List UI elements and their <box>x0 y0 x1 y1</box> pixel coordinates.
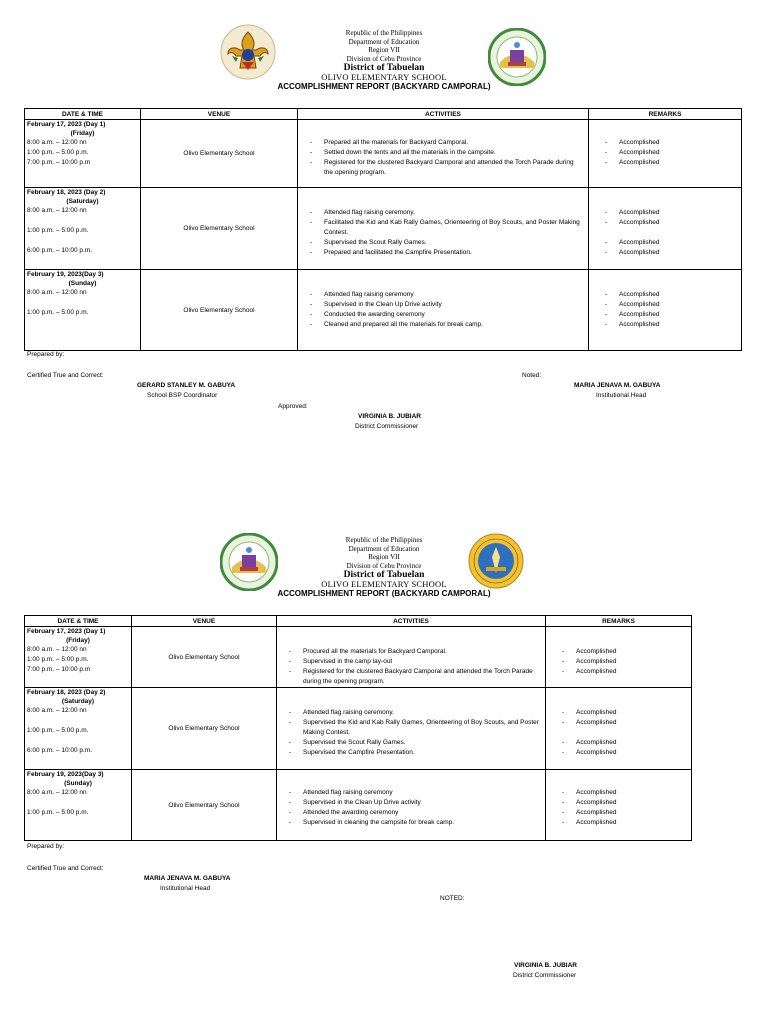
activity-item: - Supervised in the Clean Up Drive activity <box>289 798 541 808</box>
report-header <box>0 536 768 598</box>
time-slot: 1:00 p.m. – 5:00 p.m. <box>27 309 89 316</box>
remark-item: - Accomplished <box>562 657 691 667</box>
date-time-cell <box>25 688 132 770</box>
activity-item: - Prepared all the materials for Backyard Camporal. <box>310 138 584 148</box>
time-slot: 6:00 p.m. – 10:00 p.m. <box>27 747 93 754</box>
time-slot: 8:00 a.m. – 12:00 nn <box>27 789 87 796</box>
day-weekday: (Sunday) <box>68 279 97 287</box>
activity-item: - Supervised the Campfire Presentation. <box>289 748 541 758</box>
day-weekday: (Saturday) <box>66 197 99 205</box>
time-slot: 1:00 p.m. – 5:00 p.m. <box>27 727 89 734</box>
activities-cell <box>277 688 546 770</box>
remark-item: - Accomplished <box>562 788 691 798</box>
col-header-remarks: REMARKS <box>589 109 742 120</box>
activity-item: - Registered for the clustered Backyard Camporal and attended the Torch Parade during the opening program. <box>289 667 541 687</box>
header-district: District of Tabuelan <box>343 570 425 580</box>
activity-item: - Procured all the materials for Backyard Camporal. <box>289 647 541 657</box>
venue-cell: Olivo Elementary School <box>132 688 277 770</box>
time-slot: 1:00 p.m. – 5:00 p.m. <box>27 227 89 234</box>
venue-cell: Olivo Elementary School <box>132 627 277 688</box>
time-slot: 6:00 p.m. – 10:00 p.m. <box>27 247 93 254</box>
header-republic: Republic of the Philippines <box>345 536 423 544</box>
remark-item: - Accomplished <box>562 718 691 728</box>
remark-item: - Accomplished <box>605 148 741 158</box>
head-name: MARIA JENAVA M. GABUYA <box>574 382 661 389</box>
activity-item: - Attended flag raising ceremony <box>289 788 541 798</box>
header-region: Region VII <box>368 46 400 54</box>
remarks-cell <box>546 688 692 770</box>
time-slot: 1:00 p.m. – 5:00 p.m. <box>27 656 89 663</box>
day-date: February 17, 2023 (Day 1) <box>27 121 106 128</box>
noted-label: Noted: <box>522 372 542 379</box>
remark-item: - Accomplished <box>562 808 691 818</box>
time-slot: 8:00 a.m. – 12:00 nn <box>27 707 87 714</box>
report-title: ACCOMPLISHMENT REPORT (BACKYARD CAMPORAL) <box>277 589 491 598</box>
accomplishment-table <box>24 615 692 841</box>
remark-item: - Accomplished <box>605 320 741 330</box>
col-header-date-time: DATE & TIME <box>25 109 141 120</box>
day-date: February 19, 2023(Day 3) <box>27 771 104 778</box>
commissioner-name: VIRGINIA B. JUBIAR <box>358 413 421 420</box>
remark-item: - Accomplished <box>562 647 691 657</box>
activity-item: - Attended flag raising ceremony. <box>310 208 584 218</box>
remark-item: - Accomplished <box>605 290 741 300</box>
activities-cell <box>277 627 546 688</box>
table-row <box>25 627 692 688</box>
activity-item: - Supervised in cleaning the campsite for break camp. <box>289 818 541 828</box>
remarks-cell <box>546 770 692 841</box>
remark-item: - Accomplished <box>605 218 741 228</box>
time-slot: 8:00 a.m. – 12:00 nn <box>27 139 87 146</box>
commissioner-title: District Commissioner <box>513 972 577 979</box>
activity-item: - Supervised the Scout Rally Games. <box>289 738 541 748</box>
remark-item: - Accomplished <box>605 208 741 218</box>
remark-item: - Accomplished <box>562 738 691 748</box>
remark-item: - Accomplished <box>605 238 741 248</box>
activity-item: - Attended flag raising ceremony. <box>289 708 541 718</box>
day-weekday: (Friday) <box>70 129 95 137</box>
day-date: February 18, 2023 (Day 2) <box>27 689 106 696</box>
approved-label: Approved: <box>278 403 308 410</box>
activities-cell <box>277 770 546 841</box>
head-title: Institutional Head <box>596 392 647 399</box>
activity-item: - Supervised the Scout Rally Games. <box>310 238 584 248</box>
activity-item: - Registered for the clustered Backyard Camporal and attended the Torch Parade during the opening program. <box>310 158 584 178</box>
header-school: OLIVO ELEMENTARY SCHOOL <box>321 579 447 589</box>
activity-item: - Conducted the awarding ceremony <box>310 310 584 320</box>
day-date: February 19, 2023(Day 3) <box>27 271 104 278</box>
day-date: February 17, 2023 (Day 1) <box>27 628 106 635</box>
venue-cell: Olivo Elementary School <box>141 120 298 188</box>
header-department: Department of Education <box>348 37 420 46</box>
col-header-venue: VENUE <box>132 616 277 627</box>
day-weekday: (Sunday) <box>64 779 92 787</box>
activity-item: - Settled down the tents and all the materials in the campsite. <box>310 148 584 158</box>
prepared-by-label: Prepared by: <box>27 843 65 850</box>
venue-cell: Olivo Elementary School <box>141 270 298 351</box>
activity-item: - Cleaned and prepared all the materials for break camp. <box>310 320 584 330</box>
venue-cell: Olivo Elementary School <box>132 770 277 841</box>
head-title: Institutional Head <box>160 885 211 892</box>
date-time-cell <box>25 770 132 841</box>
remark-item: - Accomplished <box>562 818 691 828</box>
table-row <box>25 688 692 770</box>
remark-item: - Accomplished <box>605 248 741 258</box>
date-time-cell <box>25 627 132 688</box>
report-title: ACCOMPLISHMENT REPORT (BACKYARD CAMPORAL) <box>277 82 491 91</box>
col-header-venue: VENUE <box>141 109 298 120</box>
time-slot: 8:00 a.m. – 12:00 nn <box>27 207 87 214</box>
coordinator-title: School BSP Coordinator <box>147 392 218 399</box>
table-row <box>25 770 692 841</box>
header-republic: Republic of the Philippines <box>345 29 423 37</box>
col-header-date-time: DATE & TIME <box>25 616 132 627</box>
time-slot: 8:00 a.m. – 12:00 nn <box>27 289 87 296</box>
day-weekday: (Friday) <box>66 636 90 644</box>
col-header-activities: ACTIVITIES <box>298 109 589 120</box>
remark-item: - Accomplished <box>562 798 691 808</box>
commissioner-name: VIRGINIA B. JUBIAR <box>514 962 577 969</box>
venue-cell: Olivo Elementary School <box>141 188 298 270</box>
activity-item: - Supervised in the camp lay-out <box>289 657 541 667</box>
header-department: Department of Education <box>348 544 420 553</box>
col-header-activities: ACTIVITIES <box>277 616 546 627</box>
remark-item: - Accomplished <box>562 748 691 758</box>
remark-item: - Accomplished <box>605 138 741 148</box>
activity-item: - Supervised the Kid and Kab Rally Games, Orienteering of Boy Scouts, and Poster Making Contest. <box>289 718 541 738</box>
coordinator-name: GERARD STANLEY M. GABUYA <box>137 382 236 389</box>
prepared-by-label: Prepared by: <box>27 351 65 358</box>
header-division: Division of Cebu Province <box>346 54 422 63</box>
activity-item: - Prepared and facilitated the Campfire Presentation. <box>310 248 584 258</box>
certified-label: Certified True and Correct: <box>27 372 104 379</box>
activity-item: - Attended the awarding ceremony <box>289 808 541 818</box>
day-weekday: (Saturday) <box>61 697 95 705</box>
commissioner-title: District Commissioner <box>355 423 419 430</box>
remark-item: - Accomplished <box>562 667 691 677</box>
header-district: District of Tabuelan <box>343 63 425 73</box>
activity-item: - Facilitated the Kid and Kab Rally Games, Orienteering of Boy Scouts, and Poster Making Contest. <box>310 218 584 238</box>
remark-item: - Accomplished <box>605 300 741 310</box>
header-school: OLIVO ELEMENTARY SCHOOL <box>321 72 447 82</box>
time-slot: 7:00 p.m. – 10:00 p.m <box>27 159 91 166</box>
activity-item: - Supervised in the Clean Up Drive activity <box>310 300 584 310</box>
time-slot: 8:00 a.m. – 12:00 nn <box>27 646 87 653</box>
time-slot: 1:00 p.m. – 5:00 p.m. <box>27 809 89 816</box>
certified-label: Certified True and Correct: <box>27 865 104 872</box>
header-region: Region VII <box>368 553 400 561</box>
remark-item: - Accomplished <box>562 708 691 718</box>
time-slot: 7:00 p.m. – 10:00 p.m <box>27 666 91 673</box>
remark-item: - Accomplished <box>605 158 741 168</box>
head-name: MARIA JENAVA M. GABUYA <box>144 875 231 882</box>
day-date: February 18, 2023 (Day 2) <box>27 189 106 196</box>
noted-label: NOTED: <box>440 895 465 902</box>
remarks-cell <box>546 627 692 688</box>
header-division: Division of Cebu Province <box>346 561 422 570</box>
col-header-remarks: REMARKS <box>546 616 692 627</box>
time-slot: 1:00 p.m. – 5:00 p.m. <box>27 149 89 156</box>
remark-item: - Accomplished <box>605 310 741 320</box>
activity-item: - Attended flag raising ceremony <box>310 290 584 300</box>
